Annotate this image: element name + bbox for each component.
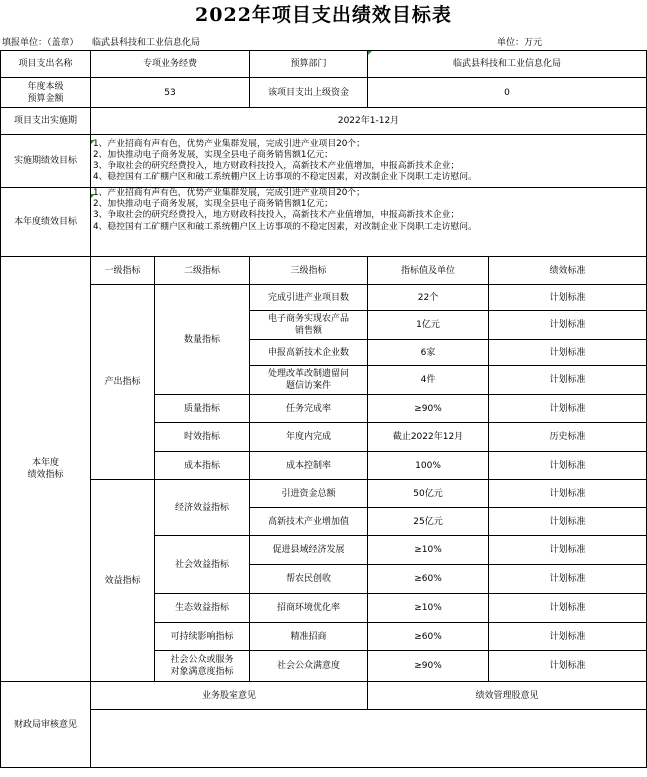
page-title: 2022年项目支出绩效目标表 — [195, 4, 452, 26]
implementation-goals-label: 实施期绩效目标 — [1, 135, 91, 188]
period-label: 项目支出实施期 — [1, 108, 91, 135]
level3-cell: 帮农民创收 — [250, 565, 368, 594]
value-cell: 6家 — [368, 340, 489, 366]
standard-cell: 计划标准 — [489, 340, 647, 366]
period-value: 2022年1-12月 — [91, 108, 647, 135]
level2-line: 社会公众或服务 — [170, 655, 234, 665]
value-cell: 截止2022年12月 — [368, 423, 489, 452]
budget-label-line1: 年度本级 — [27, 81, 64, 92]
review-blank-area — [91, 710, 647, 768]
goal-line: 2、加快推动电子商务发展，实现全县电子商务销售额1亿元； — [93, 149, 333, 160]
upper-funds-value: 0 — [368, 78, 647, 108]
standard-cell: 计划标准 — [489, 594, 647, 623]
level3-cell: 任务完成率 — [250, 395, 368, 423]
standard-cell: 计划标准 — [489, 508, 647, 536]
level3-line: 处理改革改制遗留问 — [268, 369, 350, 379]
filing-unit: 填报单位：（盖章） 临武县科技和工业信息化局 — [2, 38, 201, 48]
table-row — [1, 480, 647, 508]
goal-line: 3、争取社会的研究经费投入，地方财政科技投入，高新技术产业值增加，申报高新技术企业； — [93, 161, 460, 171]
currency-unit: 单位：万元 — [497, 38, 543, 48]
level3-cell: 完成引进产业项目数 — [250, 285, 368, 311]
goal-line: 1、产业招商有声有色，优势产业集群发展，完成引进产业项目20个； — [93, 138, 365, 149]
level3-cell: 引进资金总额 — [250, 480, 368, 508]
standard-cell: 计划标准 — [489, 452, 647, 480]
budget-label — [1, 78, 91, 108]
value-cell: 50亿元 — [368, 480, 489, 508]
level3-cell: 精准招商 — [250, 623, 368, 651]
value-cell: 22个 — [368, 285, 489, 311]
performance-opinion-label: 绩效管理股意见 — [368, 682, 647, 710]
value-cell: 1亿元 — [368, 311, 489, 340]
level2-sustainable: 可持续影响指标 — [155, 623, 250, 651]
level2-satisfaction — [155, 651, 250, 682]
value-cell: ≥90% — [368, 651, 489, 682]
project-name-label: 项目支出名称 — [1, 51, 91, 78]
standard-cell: 计划标准 — [489, 536, 647, 565]
value-cell: ≥60% — [368, 623, 489, 651]
level3-cell: 促进县域经济发展 — [250, 536, 368, 565]
table-row — [1, 285, 647, 311]
level2-economic: 经济效益指标 — [155, 480, 250, 536]
level3-cell: 招商环境优化率 — [250, 594, 368, 623]
dept-label: 预算部门 — [250, 51, 368, 78]
value-cell: ≥90% — [368, 395, 489, 423]
goal-line: 4、稳控国有工矿棚户区和破工系统棚户区上访事项的不稳定因素，对改制企业下岗职工走访慰问。 — [93, 221, 477, 232]
level3-line: 电子商务实现农产品 — [268, 314, 350, 324]
indicator-section-label — [1, 257, 91, 682]
level2-ecological: 生态效益指标 — [155, 594, 250, 623]
level3-cell: 年度内完成 — [250, 423, 368, 452]
level3-cell: 申报高新技术企业数 — [250, 340, 368, 366]
performance-goal-table — [0, 50, 647, 768]
project-name-value: 专项业务经费 — [91, 51, 250, 78]
col-header-standard: 绩效标准 — [489, 257, 647, 285]
level2-timeliness: 时效指标 — [155, 423, 250, 452]
goal-line: 3、争取社会的研究经费投入，地方财政科技投入，高新技术产业值增加，申报高新技术企业； — [93, 210, 460, 221]
standard-cell: 计划标准 — [489, 395, 647, 423]
cell-marker-icon — [368, 51, 372, 55]
level2-social: 社会效益指标 — [155, 536, 250, 594]
value-cell: 100% — [368, 452, 489, 480]
level2-cost: 成本指标 — [155, 452, 250, 480]
level2-quality: 质量指标 — [155, 395, 250, 423]
level3-cell — [250, 366, 368, 395]
annual-goals-text — [91, 188, 647, 257]
value-cell: 4件 — [368, 366, 489, 395]
goal-line: 2、加快推动电子商务发展，实现全县电子商务销售额1亿元； — [93, 199, 333, 210]
standard-cell: 历史标准 — [489, 423, 647, 452]
indicator-section-line1: 本年度 — [31, 458, 59, 468]
level3-line: 销售额 — [295, 326, 323, 336]
standard-cell: 计划标准 — [489, 480, 647, 508]
col-header-value: 指标值及单位 — [368, 257, 489, 285]
col-header-level3: 三级指标 — [250, 257, 368, 285]
level3-cell: 高新技术产业增加值 — [250, 508, 368, 536]
standard-cell: 计划标准 — [489, 366, 647, 395]
goal-line: 4、稳控国有工矿棚户区和破工系统棚户区上访事项的不稳定因素，对改制企业下岗职工走访慰问。 — [93, 172, 477, 183]
level2-quantity: 数量指标 — [155, 285, 250, 395]
review-label: 财政局审核意见 — [1, 682, 91, 768]
budget-label-line2: 预算金额 — [27, 93, 64, 104]
value-cell: ≥10% — [368, 594, 489, 623]
business-opinion-label: 业务股室意见 — [91, 682, 368, 710]
standard-cell: 计划标准 — [489, 651, 647, 682]
indicator-section-line2: 绩效指标 — [27, 470, 64, 480]
level1-output: 产出指标 — [91, 285, 155, 480]
dept-value: 临武县科技和工业信息化局 — [368, 51, 647, 78]
cell-marker-icon — [91, 140, 95, 144]
level3-cell: 成本控制率 — [250, 452, 368, 480]
upper-funds-label: 该项目支出上级资金 — [250, 78, 368, 108]
col-header-level1: 一级指标 — [91, 257, 155, 285]
level1-benefit: 效益指标 — [91, 480, 155, 682]
level3-line: 题信访案件 — [286, 381, 332, 391]
implementation-goals-text — [91, 135, 647, 188]
col-header-level2: 二级指标 — [155, 257, 250, 285]
budget-value: 53 — [91, 78, 250, 108]
goal-line: 1、产业招商有声有色，优势产业集群发展，完成引进产业项目20个； — [93, 188, 365, 198]
value-cell: ≥10% — [368, 536, 489, 565]
level3-cell: 社会公众满意度 — [250, 651, 368, 682]
level3-cell — [250, 311, 368, 340]
level2-line: 对象满意度指标 — [170, 667, 234, 677]
value-cell: ≥60% — [368, 565, 489, 594]
cell-marker-icon — [91, 194, 95, 198]
standard-cell: 计划标准 — [489, 285, 647, 311]
standard-cell: 计划标准 — [489, 311, 647, 340]
annual-goals-label: 本年度绩效目标 — [1, 188, 91, 257]
standard-cell: 计划标准 — [489, 565, 647, 594]
standard-cell: 计划标准 — [489, 623, 647, 651]
value-cell: 25亿元 — [368, 508, 489, 536]
